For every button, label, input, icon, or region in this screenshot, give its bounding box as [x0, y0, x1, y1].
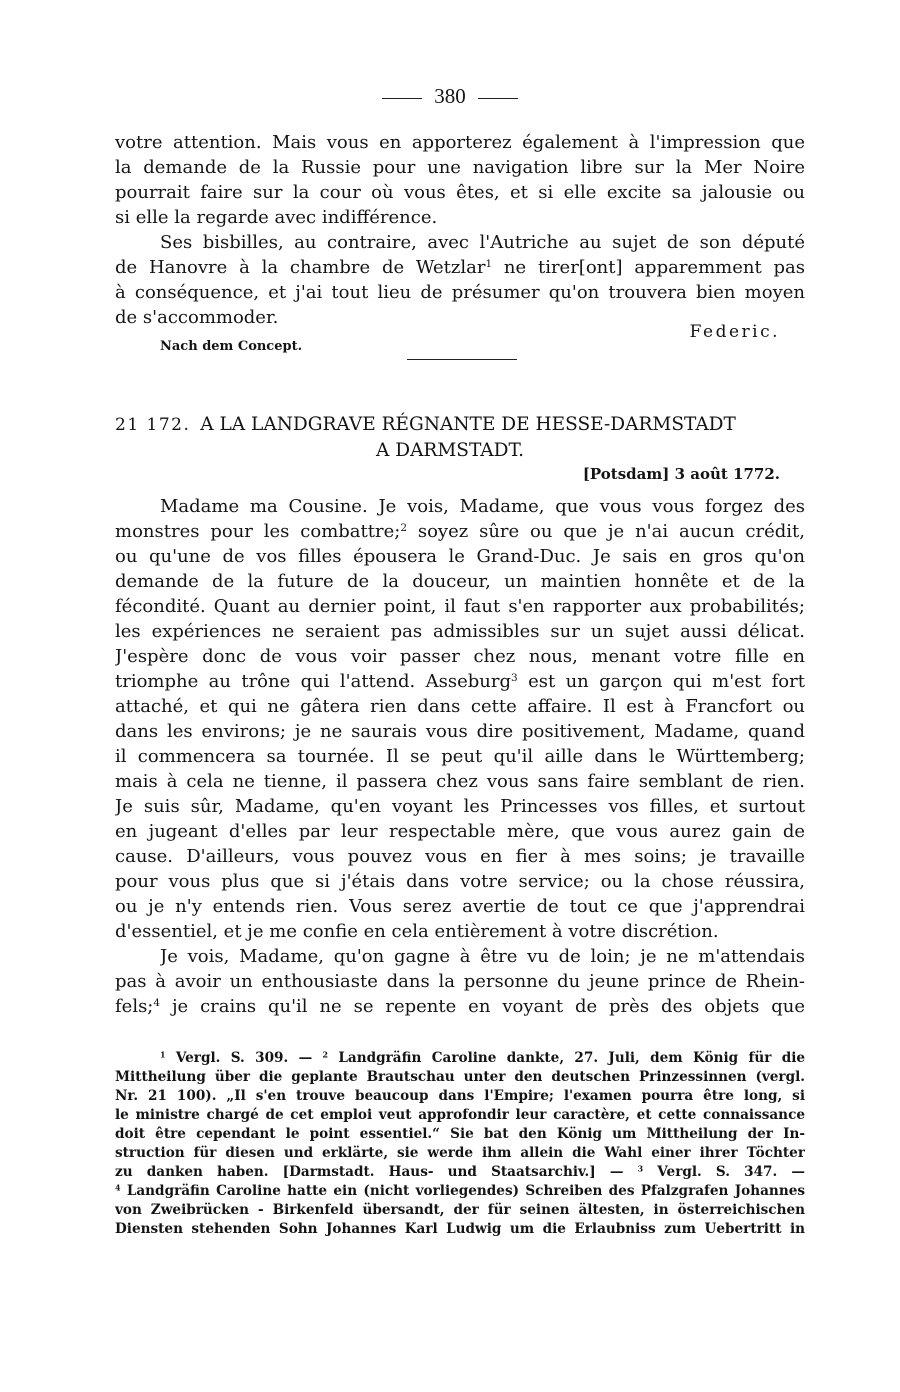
text-line: les expériences ne seraient pas admissibles sur un sujet aussi délicat. — [115, 621, 805, 642]
text-fragment: triomphe au trône qui l'attend. Asseburg — [115, 671, 512, 692]
footnote-line: le ministre chargé de cet emploi veut approfondir leur caractère, et cette connaissance — [115, 1107, 805, 1123]
footnote-mark: 4 — [115, 1183, 121, 1193]
source-note: Nach dem Concept. — [160, 339, 303, 354]
letter-number: 21 172. — [115, 415, 191, 435]
text-line: ou je n'y entends rien. Vous serez avertie de tout ce que j'apprendrai — [115, 896, 805, 917]
text-line: mais à cela ne tienne, il passera chez vous sans faire semblant de rien. — [115, 771, 805, 792]
section-divider — [407, 359, 517, 360]
footnote-line: doit être cependant le point essentiel.“ Sie bat den König um Mittheilung der In- — [115, 1126, 805, 1142]
footnote-text: Landgräfin Caroline dankte, 27. Juli, dem König für die — [338, 1050, 805, 1066]
text-line — [115, 994, 805, 1019]
footnote-text: Vergl. S. 347. — — [657, 1164, 805, 1180]
page-number-dash-left — [382, 98, 422, 99]
text-line: votre attention. Mais vous en apporterez également à l'impression que — [115, 132, 805, 153]
text-line: attaché, et qui ne gâtera rien dans cette affaire. Il est à Francfort ou — [115, 696, 805, 717]
text-line: Madame ma Cousine. Je vois, Madame, que vous vous forgez des — [160, 496, 805, 517]
letter-date: [Potsdam] 3 août 1772. — [582, 465, 780, 483]
text-line: pas à avoir un enthousiaste dans la personne du jeune prince de Rhein- — [115, 971, 805, 992]
footnote-ref: 3 — [511, 671, 518, 684]
text-fragment: de Hanovre à la chambre de Wetzlar — [115, 257, 486, 278]
text-line — [115, 255, 805, 280]
footnote-line: von Zweibrücken - Birkenfeld übersandt, der für seinen ältesten, in österreichischen — [115, 1202, 805, 1218]
text-fragment: monstres pour les combattre; — [115, 521, 401, 542]
footnote-mark: 1 — [160, 1050, 166, 1060]
text-line: J'espère donc de vous voir passer chez nous, menant votre fille en — [115, 646, 805, 667]
text-line: Je vois, Madame, qu'on gagne à être vu de loin; je ne m'attendais — [160, 946, 805, 967]
letter-recipient: A LA LANDGRAVE RÉGNANTE DE HESSE-DARMSTADT — [200, 414, 736, 435]
text-line: Je suis sûr, Madame, qu'en voyant les Princesses vos filles, et surtout — [115, 796, 805, 817]
text-line: à conséquence, et j'ai tout lieu de présumer qu'on trouvera bien moyen — [115, 282, 805, 303]
text-line: la demande de la Russie pour une navigation libre sur la Mer Noire — [115, 157, 805, 178]
footnote-line — [160, 1049, 805, 1068]
page-number — [0, 84, 900, 109]
text-line — [115, 519, 805, 544]
footnote-mark: 2 — [322, 1050, 329, 1060]
letter-heading — [115, 412, 805, 438]
footnote-line: Diensten stehenden Sohn Johannes Karl Ludwig um die Erlaubniss zum Uebertritt in — [115, 1221, 805, 1237]
footnote-text: Vergl. S. 309. — — [175, 1050, 313, 1066]
footnote-ref: 2 — [400, 521, 407, 534]
page-number-dash-right — [478, 98, 518, 99]
text-line: demande de la future de la douceur, un maintien honnête et de la — [115, 571, 805, 592]
footnote-line: Mittheilung über die geplante Brautschau unter den deutschen Prinzessinnen (vergl. — [115, 1069, 805, 1085]
text-fragment: ne tirer[ont] apparemment pas — [503, 257, 805, 278]
footnote-mark: 3 — [637, 1164, 644, 1174]
text-line: en jugeant d'elles par leur respectable mère, que vous aurez gain de — [115, 821, 805, 842]
footnote-text: zu danken haben. [Darmstadt. Haus- und Staatsarchiv.] — — [115, 1164, 624, 1180]
text-line: d'essentiel, et je me confie en cela entièrement à votre discrétion. — [115, 921, 719, 942]
text-line: pour vous plus que si j'étais dans votre service; ou la chose réussira, — [115, 871, 805, 892]
text-line: cause. D'ailleurs, vous pouvez vous en fier à mes soins; je travaille — [115, 846, 805, 867]
footnote-ref: 1 — [485, 257, 493, 270]
text-fragment: soyez sûre ou que je n'ai aucun crédit, — [417, 521, 805, 542]
footnote-line — [115, 1163, 805, 1182]
text-line: ou qu'une de vos filles épousera le Grand-Duc. Je sais en gros qu'on — [115, 546, 805, 567]
footnote-line — [115, 1182, 805, 1201]
text-line: pourrait faire sur la cour où vous êtes, et si elle excite sa jalousie ou — [115, 182, 805, 203]
footnote-text: Landgräfin Caroline hatte ein (nicht vorliegendes) Schreiben des Pfalzgrafen Johannes — [126, 1183, 805, 1199]
footnote-line: struction für diesen und erklärte, sie werde ihm allein die Wahl einer ihrer Töchter — [115, 1145, 805, 1161]
text-line: Ses bisbilles, au contraire, avec l'Autriche au sujet de son député — [160, 232, 805, 253]
letter-recipient-place: A DARMSTADT. — [376, 440, 524, 461]
text-line: fécondité. Quant au dernier point, il faut s'en rapporter aux probabilités; — [115, 596, 805, 617]
text-line: de s'accommoder. — [115, 307, 279, 328]
text-line: il commencera sa tournée. Il se peut qu'il aille dans le Württemberg; — [115, 746, 805, 767]
text-line: si elle la regarde avec indifférence. — [115, 207, 438, 228]
page-number-text: 380 — [434, 84, 466, 108]
text-fragment: est un garçon qui m'est fort — [528, 671, 805, 692]
text-fragment: fels; — [115, 996, 154, 1017]
footnote-ref: 4 — [153, 996, 161, 1009]
text-line — [115, 669, 805, 694]
text-fragment: je crains qu'il ne se repente en voyant de près des objets que — [171, 996, 805, 1017]
text-line: dans les environs; je ne saurais vous dire positivement, Madame, quand — [115, 721, 805, 742]
footnote-line: Nr. 21 100). „Il s'en trouve beaucoup dans l'Empire; l'examen pourra être long, si — [115, 1088, 805, 1104]
signature: Federic. — [689, 322, 780, 342]
